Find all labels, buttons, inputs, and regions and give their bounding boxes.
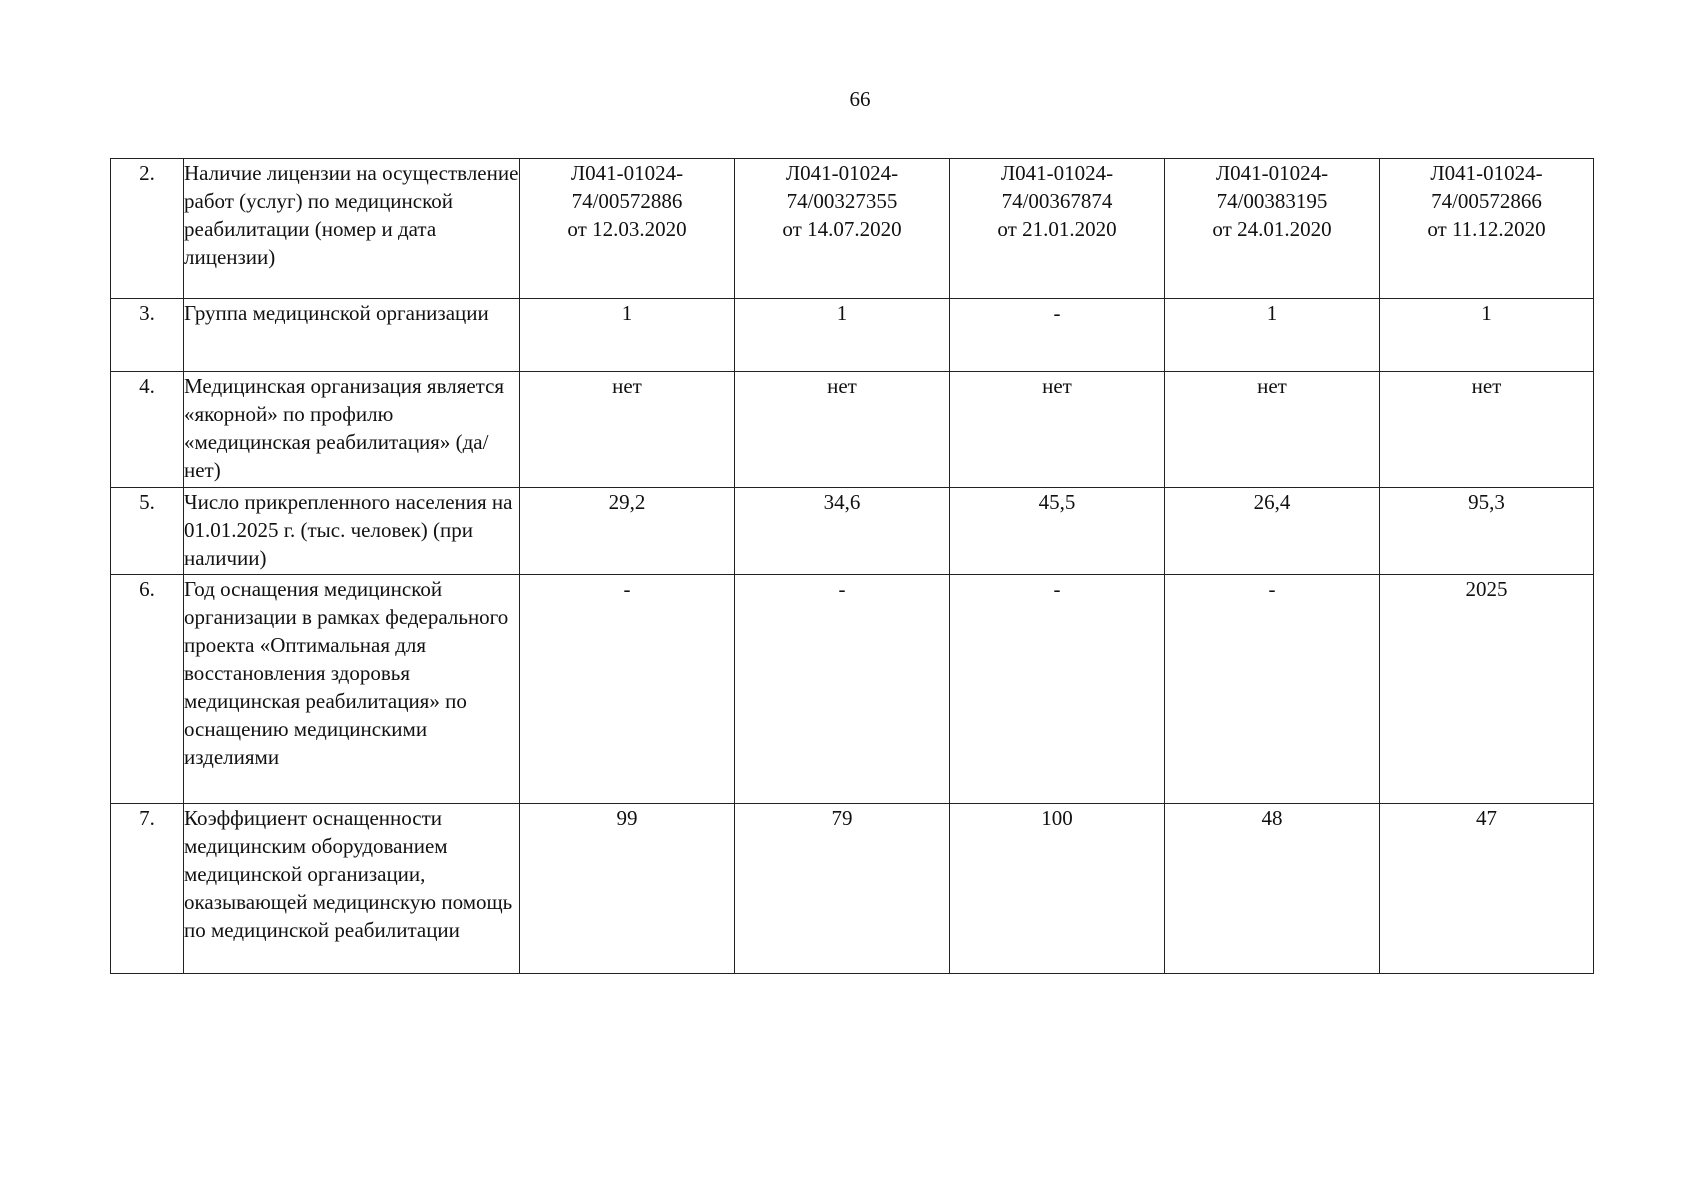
value-cell: 45,5 — [950, 488, 1165, 575]
row-label: Число прикрепленного населения на 01.01.2025 г. (тыс. человек) (при наличии) — [184, 488, 520, 575]
page-number: 66 — [849, 87, 871, 111]
value-cell: нет — [735, 372, 950, 488]
value-cell: - — [520, 575, 735, 804]
value-cell: - — [735, 575, 950, 804]
row-label: Наличие лицензии на осуществление работ (услуг) по медицинской реабилитации (номер и дата лицензии) — [184, 159, 520, 299]
value-cell: 1 — [520, 299, 735, 372]
row-label: Коэффициент оснащенности медицинским оборудованием медицинской организации, оказывающей медицинскую помощь по медицинской реабилитации — [184, 804, 520, 974]
table-row — [111, 488, 1594, 575]
table-row — [111, 372, 1594, 488]
license-number-part2: 74/00327355 — [786, 189, 898, 213]
value-cell: 26,4 — [1165, 488, 1380, 575]
value-cell: 79 — [735, 804, 950, 974]
license-number-part2: 74/00572886 — [571, 189, 683, 213]
value-cell: 29,2 — [520, 488, 735, 575]
value-cell: нет — [1165, 372, 1380, 488]
value-cell: нет — [1380, 372, 1594, 488]
value-cell — [1380, 159, 1594, 299]
value-cell: 47 — [1380, 804, 1594, 974]
row-number: 6. — [111, 575, 184, 804]
license-date: от 11.12.2020 — [1427, 217, 1546, 241]
table-row — [111, 804, 1594, 974]
value-cell: 100 — [950, 804, 1165, 974]
value-cell — [520, 159, 735, 299]
row-number: 4. — [111, 372, 184, 488]
license-number-part2: 74/00572866 — [1431, 189, 1542, 213]
value-cell: 95,3 — [1380, 488, 1594, 575]
value-cell: - — [950, 575, 1165, 804]
value-cell: 48 — [1165, 804, 1380, 974]
license-number-part2: 74/00383195 — [1216, 189, 1328, 213]
value-cell: 1 — [735, 299, 950, 372]
value-cell: 99 — [520, 804, 735, 974]
license-number-part1: Л041-01024- — [1000, 161, 1114, 185]
value-cell: нет — [950, 372, 1165, 488]
data-table — [110, 158, 1594, 974]
license-number-part2: 74/00367874 — [1001, 189, 1113, 213]
value-cell — [1165, 159, 1380, 299]
table-row — [111, 299, 1594, 372]
license-number-part1: Л041-01024- — [570, 161, 684, 185]
row-number: 2. — [111, 159, 184, 299]
value-cell: 1 — [1165, 299, 1380, 372]
license-date: от 14.07.2020 — [782, 217, 902, 241]
table-row — [111, 575, 1594, 804]
value-cell: 34,6 — [735, 488, 950, 575]
row-number: 5. — [111, 488, 184, 575]
row-label: Год оснащения медицинской организации в рамках федерального проекта «Оптимальная для восстановления здоровья медицинская реабилитация» по оснащению медицинскими изделиями — [184, 575, 520, 804]
value-cell: 1 — [1380, 299, 1594, 372]
license-date: от 24.01.2020 — [1212, 217, 1332, 241]
value-cell: - — [1165, 575, 1380, 804]
row-label: Группа медицинской организации — [184, 299, 520, 372]
license-number-part1: Л041-01024- — [785, 161, 899, 185]
value-cell: 2025 — [1380, 575, 1594, 804]
license-number-part1: Л041-01024- — [1430, 161, 1543, 185]
license-date: от 12.03.2020 — [567, 217, 687, 241]
value-cell: нет — [520, 372, 735, 488]
license-number-part1: Л041-01024- — [1215, 161, 1329, 185]
row-number: 7. — [111, 804, 184, 974]
value-cell — [950, 159, 1165, 299]
table-row — [111, 159, 1594, 299]
row-label: Медицинская организация является «якорной» по профилю «медицинская реабилитация» (да/нет) — [184, 372, 520, 488]
value-cell: - — [950, 299, 1165, 372]
license-date: от 21.01.2020 — [997, 217, 1117, 241]
value-cell — [735, 159, 950, 299]
row-number: 3. — [111, 299, 184, 372]
